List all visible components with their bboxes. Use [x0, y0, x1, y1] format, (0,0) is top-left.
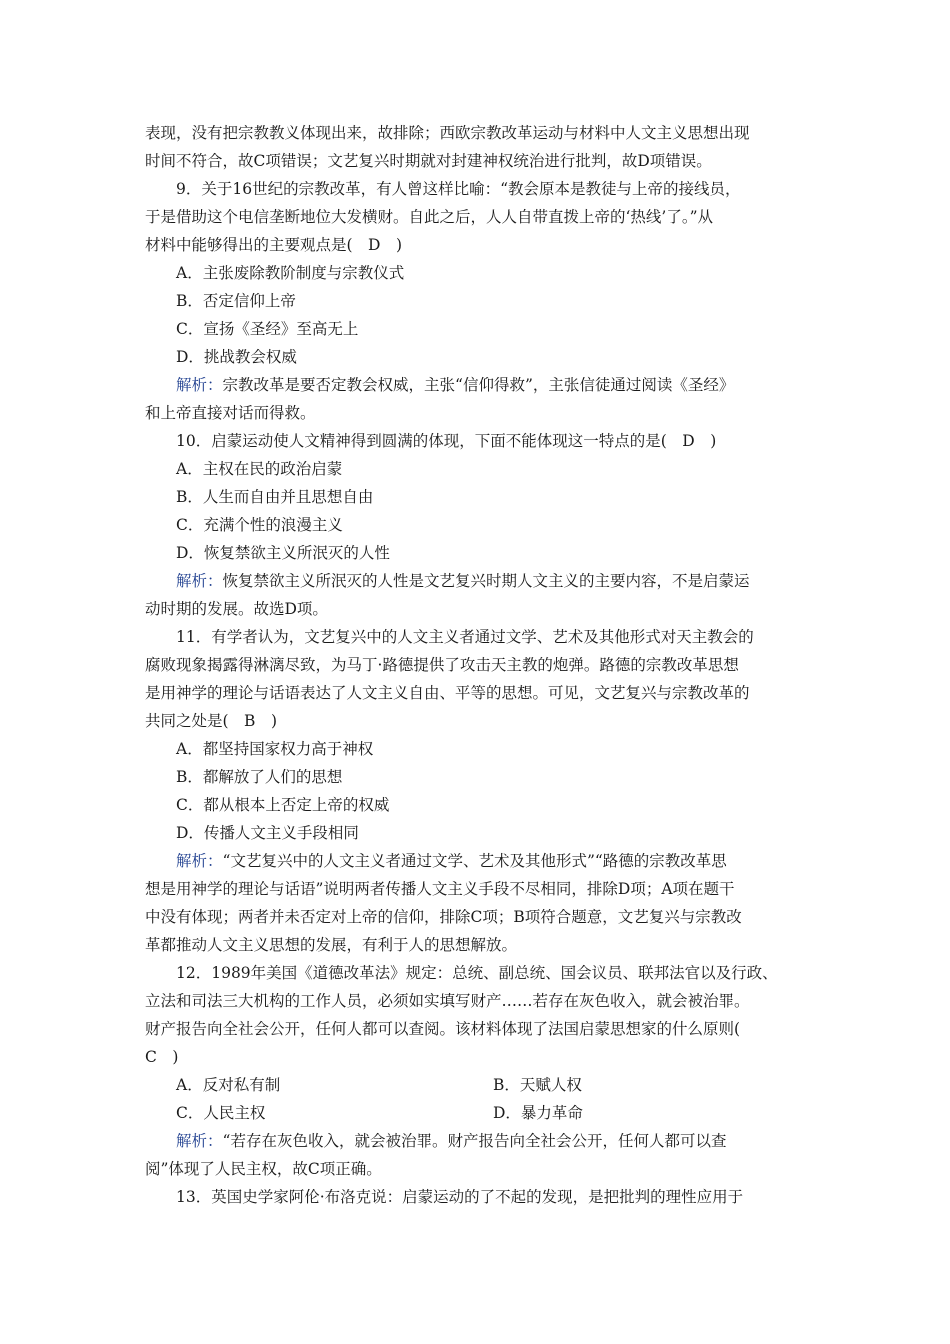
q11-option-d: D．传播人文主义手段相同 [176, 824, 359, 842]
q13-stem-line: 13．英国史学家阿伦·布洛克说：启蒙运动的了不起的发现，是把批判的理性应用于 [176, 1188, 744, 1206]
q11-stem-line: 腐败现象揭露得淋漓尽致，为马丁·路德提供了攻击天主教的炮弹。路德的宗教改革思想 [145, 656, 739, 674]
q9-analysis-line [145, 371, 810, 399]
q10-option-a: A．主权在民的政治启蒙 [176, 460, 343, 478]
analysis-label: 解析： [176, 852, 223, 870]
q12-analysis-line: 阅”体现了人民主权，故C项正确。 [145, 1160, 382, 1178]
q11-analysis-text: “文艺复兴中的人文主义者通过文学、艺术及其他形式”“路德的宗教改革思 [222, 852, 727, 870]
q12-option-a: A．反对私有制 [176, 1076, 281, 1094]
q9-option-a: A．主张废除教阶制度与宗教仪式 [176, 264, 405, 282]
document-content [145, 119, 810, 1211]
analysis-label: 解析： [176, 572, 223, 590]
q11-analysis-line: 想是用神学的理论与话语”说明两者传播人文主义手段不尽相同，排除D项；A项在题干 [145, 880, 735, 898]
q11-analysis-line: 革都推动人文主义思想的发展，有利于人的思想解放。 [145, 936, 518, 954]
q9-stem-line: 于是借助这个电信垄断地位大发横财。自此之后，人人自带直拨上帝的‘热线’了。”从 [145, 208, 714, 226]
intro-line: 表现，没有把宗教教义体现出来，故排除；西欧宗教改革运动与材料中人文主义思想出现 [145, 124, 750, 142]
q12-analysis-line [145, 1127, 810, 1155]
q11-stem-line: 11．有学者认为，文艺复兴中的人文主义者通过文学、艺术及其他形式对天主教会的 [176, 628, 754, 646]
q10-analysis-text: 恢复禁欲主义所泯灭的人性是文艺复兴时期人文主义的主要内容，不是启蒙运 [222, 572, 750, 590]
q11-analysis-line: 中没有体现；两者并未否定对上帝的信仰，排除C项；B项符合题意，文艺复兴与宗教改 [145, 908, 742, 926]
q12-stem-line: 财产报告向全社会公开，任何人都可以查阅。该材料体现了法国启蒙思想家的什么原则( [145, 1020, 741, 1038]
q9-stem-line: 9．关于16世纪的宗教改革，有人曾这样比喻：“教会原本是教徒与上帝的接线员， [176, 180, 741, 198]
q12-options-row [145, 1071, 810, 1099]
q11-analysis-line [145, 847, 810, 875]
q9-option-d: D．挑战教会权威 [176, 348, 297, 366]
q10-option-c: C．充满个性的浪漫主义 [176, 516, 343, 534]
q11-option-a: A．都坚持国家权力高于神权 [176, 740, 374, 758]
q9-stem-line: 材料中能够得出的主要观点是( D ) [145, 236, 403, 254]
q9-analysis-text: 宗教改革是要否定教会权威，主张“信仰得救”，主张信徒通过阅读《圣经》 [222, 376, 735, 394]
q12-options-row [145, 1099, 810, 1127]
q12-option-d: D．暴力革命 [493, 1104, 583, 1122]
q10-analysis-line [145, 567, 810, 595]
q10-option-b: B．人生而自由并且思想自由 [176, 488, 374, 506]
intro-line: 时间不符合，故C项错误；文艺复兴时期就对封建神权统治进行批判，故D项错误。 [145, 152, 712, 170]
analysis-label: 解析： [176, 376, 223, 394]
q10-analysis-line: 动时期的发展。故选D项。 [145, 600, 328, 618]
q9-option-c: C．宣扬《圣经》至高无上 [176, 320, 359, 338]
q12-stem-line: 12．1989年美国《道德改革法》规定：总统、副总统、国会议员、联邦法官以及行政、 [176, 964, 778, 982]
q10-stem-line: 10．启蒙运动使人文精神得到圆满的体现，下面不能体现这一特点的是( D ) [176, 432, 717, 450]
q10-option-d: D．恢复禁欲主义所泯灭的人性 [176, 544, 390, 562]
q11-option-b: B．都解放了人们的思想 [176, 768, 343, 786]
q12-option-c: C．人民主权 [176, 1104, 266, 1122]
q12-analysis-text: “若存在灰色收入，就会被治罪。财产报告向全社会公开，任何人都可以查 [222, 1132, 727, 1150]
q9-analysis-line: 和上帝直接对话而得救。 [145, 404, 316, 422]
q11-stem-line: 是用神学的理论与话语表达了人文主义自由、平等的思想。可见，文艺复兴与宗教改革的 [145, 684, 750, 702]
q12-stem-line: C ) [145, 1048, 179, 1066]
q12-stem-line: 立法和司法三大机构的工作人员，必须如实填写财产……若存在灰色收入，就会被治罪。 [145, 992, 750, 1010]
q9-option-b: B．否定信仰上帝 [176, 292, 296, 310]
q11-stem-line: 共同之处是( B ) [145, 712, 277, 730]
q11-option-c: C．都从根本上否定上帝的权威 [176, 796, 390, 814]
q12-option-b: B．天赋人权 [493, 1076, 582, 1094]
analysis-label: 解析： [176, 1132, 223, 1150]
